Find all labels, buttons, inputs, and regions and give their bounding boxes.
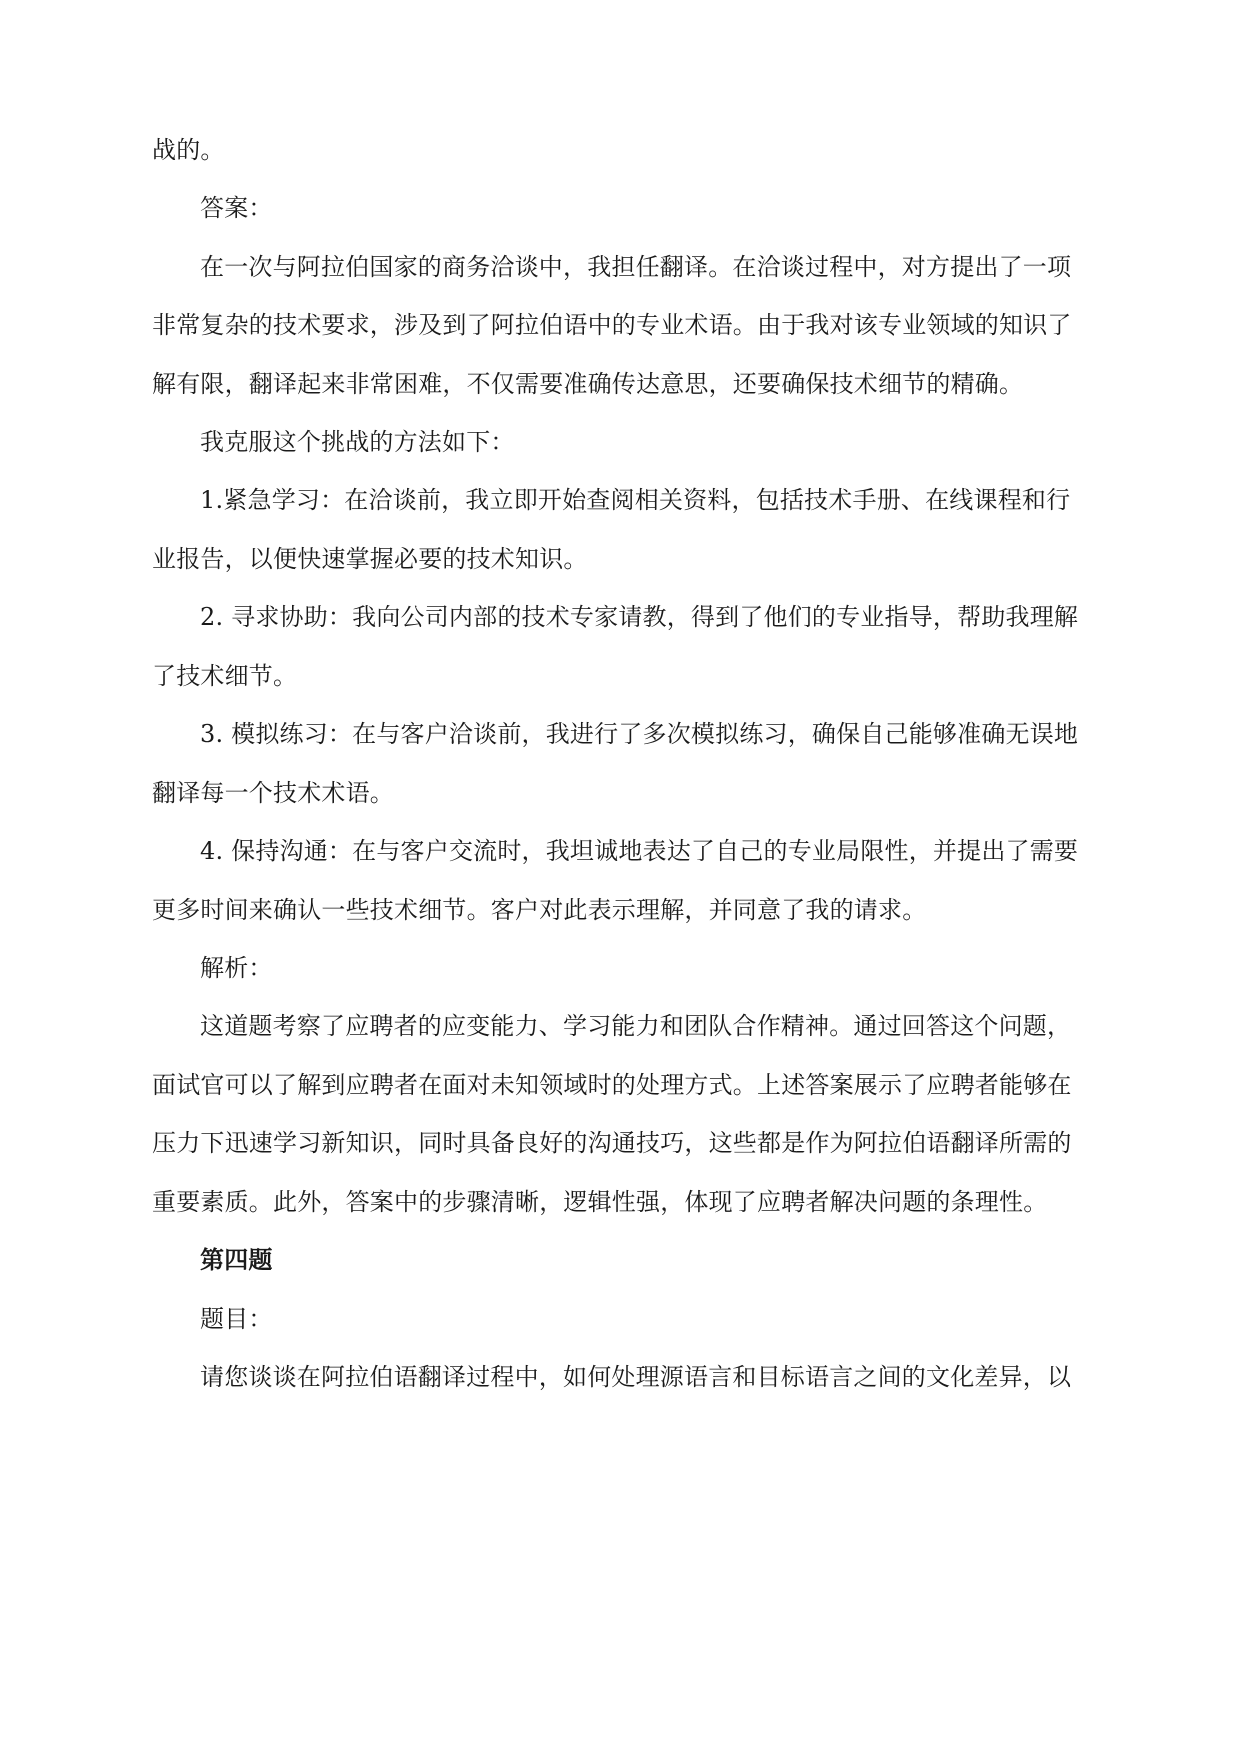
list-item: 1.紧急学习：在洽谈前，我立即开始查阅相关资料，包括技术手册、在线课程和行 xyxy=(200,486,1071,514)
list-item: 2. 寻求协助：我向公司内部的技术专家请教，得到了他们的专业指导，帮助我理解 xyxy=(200,603,1079,631)
text-line: 请您谈谈在阿拉伯语翻译过程中，如何处理源语言和目标语言之间的文化差异，以 xyxy=(200,1363,1072,1391)
text-line: 解有限，翻译起来非常困难，不仅需要准确传达意思，还要确保技术细节的精确。 xyxy=(152,370,1024,398)
text-line: 压力下迅速学习新知识，同时具备良好的沟通技巧，这些都是作为阿拉伯语翻译所需的 xyxy=(152,1129,1072,1157)
list-item: 3. 模拟练习：在与客户洽谈前，我进行了多次模拟练习，确保自己能够准确无误地 xyxy=(200,720,1079,748)
text-line: 在一次与阿拉伯国家的商务洽谈中，我担任翻译。在洽谈过程中，对方提出了一项 xyxy=(200,253,1072,281)
text-line: 非常复杂的技术要求，涉及到了阿拉伯语中的专业术语。由于我对该专业领域的知识了 xyxy=(152,311,1072,339)
question-label: 题目： xyxy=(200,1305,273,1333)
analysis-label: 解析： xyxy=(200,954,273,982)
text-line: 业报告，以便快速掌握必要的技术知识。 xyxy=(152,545,588,573)
text-line: 重要素质。此外，答案中的步骤清晰，逻辑性强，体现了应聘者解决问题的条理性。 xyxy=(152,1188,1048,1216)
text-line: 这道题考察了应聘者的应变能力、学习能力和团队合作精神。通过回答这个问题， xyxy=(200,1012,1072,1040)
text-line: 面试官可以了解到应聘者在面对未知领域时的处理方式。上述答案展示了应聘者能够在 xyxy=(152,1071,1072,1099)
text-line: 战的。 xyxy=(152,136,225,164)
section-heading: 第四题 xyxy=(200,1245,273,1274)
text-line: 翻译每一个技术术语。 xyxy=(152,779,394,807)
text-line: 了技术细节。 xyxy=(152,662,298,690)
text-line: 更多时间来确认一些技术细节。客户对此表示理解，并同意了我的请求。 xyxy=(152,896,927,924)
answer-label: 答案： xyxy=(200,194,273,222)
list-item: 4. 保持沟通：在与客户交流时，我坦诚地表达了自己的专业局限性，并提出了需要 xyxy=(200,837,1079,865)
text-line: 我克服这个挑战的方法如下： xyxy=(200,428,515,456)
